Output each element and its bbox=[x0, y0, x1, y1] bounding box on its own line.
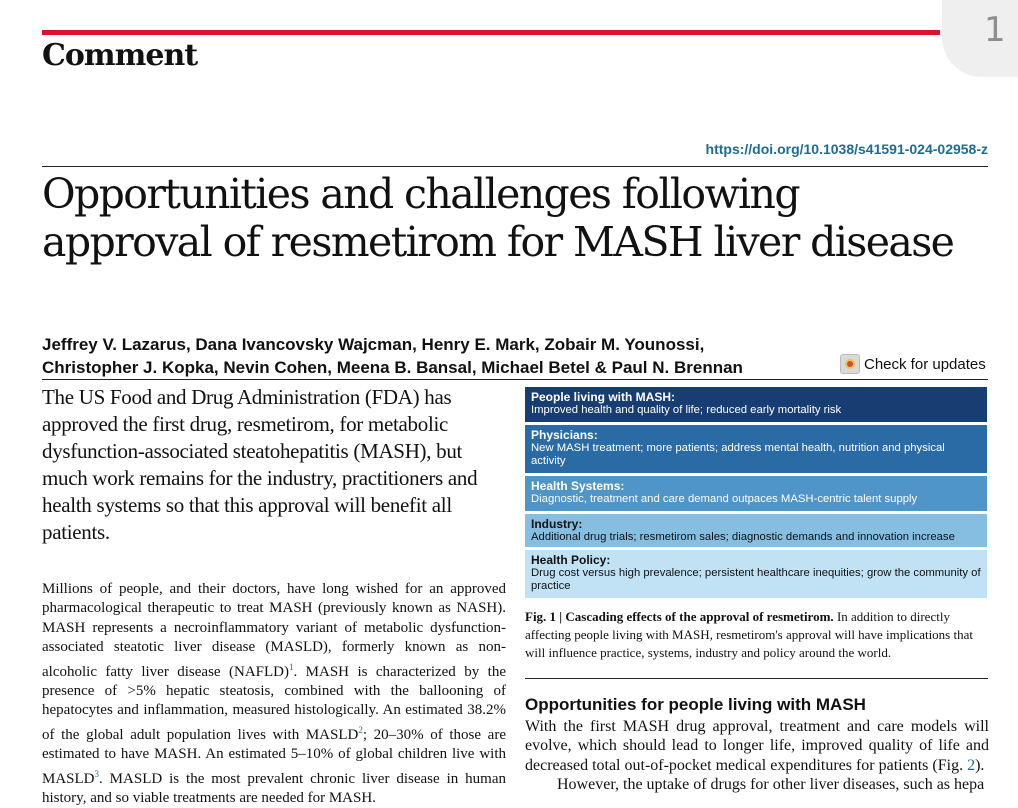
body-paragraph-part: . MASH is characterized by the presence of >5% hepatic steatosis, combined with the ballooning of hepatocytes and inflammation, measured histologically. An estimated 38.2% of the global adult population lives with MASLD bbox=[42, 663, 506, 743]
header-accent-rule bbox=[42, 30, 940, 35]
authors-bottom-rule bbox=[42, 379, 988, 380]
body-text-right bbox=[525, 717, 989, 795]
section-heading: Opportunities for people living with MASH bbox=[525, 695, 866, 714]
check-for-updates-label: Check for updates bbox=[864, 355, 986, 373]
figure-caption-label: Fig. 1 | Cascading effects of the approval of resmetirom. bbox=[525, 609, 834, 624]
figure-row-text: Diagnostic, treatment and care demand outpaces MASH-centric talent supply bbox=[531, 493, 918, 505]
article-title bbox=[42, 170, 1002, 266]
reference-link-3[interactable]: 3 bbox=[94, 768, 100, 779]
check-for-updates-button[interactable] bbox=[840, 354, 986, 374]
figure-row-people bbox=[525, 387, 987, 422]
figure-row-text: Additional drug trials; resmetirom sales; diagnostic demands and innovation increase bbox=[531, 531, 955, 543]
page-tab bbox=[942, 0, 1018, 77]
figure-1-cascade-diagram bbox=[525, 387, 987, 601]
body-text-left bbox=[42, 580, 506, 808]
figure-row-physicians bbox=[525, 425, 987, 473]
reference-link-1[interactable]: 1 bbox=[288, 661, 294, 672]
page-number: 1 bbox=[984, 10, 1006, 50]
standfirst: The US Food and Drug Administration (FDA) has approved the first drug, resmetirom, for metabolic dysfunction-associated steatohepatitis (MASH), but much work remains for the industry, practitioners and health systems so that this approval will benefit all patients. bbox=[42, 385, 478, 544]
figure-bottom-rule bbox=[525, 678, 988, 679]
authors-line-2: Christopher J. Kopka, Nevin Cohen, Meena B. Bansal, Michael Betel & Paul N. Brennan bbox=[42, 358, 743, 377]
section-label: Comment bbox=[42, 38, 198, 73]
figure-row-title: People living with MASH: bbox=[531, 390, 676, 404]
figure-row-text: Drug cost versus high prevalence; persistent healthcare inequities; grow the community of practice bbox=[531, 567, 981, 592]
figure-row-title: Industry: bbox=[531, 517, 583, 531]
doi-link[interactable]: https://doi.org/10.1038/s41591-024-02958-z bbox=[705, 141, 988, 157]
figure-caption bbox=[525, 608, 985, 662]
figure-row-title: Health Systems: bbox=[531, 479, 625, 493]
check-for-updates-icon bbox=[840, 354, 860, 374]
reference-link-2[interactable]: 2 bbox=[358, 724, 363, 735]
authors-line-1: Jeffrey V. Lazarus, Dana Ivancovsky Wajcman, Henry E. Mark, Zobair M. Younossi, bbox=[42, 335, 705, 354]
figure-row-text: Improved health and quality of life; reduced early mortality risk bbox=[531, 404, 842, 416]
figure-row-industry bbox=[525, 514, 987, 547]
title-line-2: approval of resmetirom for MASH liver disease bbox=[42, 218, 954, 266]
figure-row-title: Physicians: bbox=[531, 428, 598, 442]
body-paragraph-part: ). bbox=[975, 756, 985, 774]
figure-row-text: New MASH treatment; more patients; address mental health, nutrition and physical activity bbox=[531, 442, 945, 467]
body-paragraph-part: . MASLD is the most prevalent chronic liver disease in human history, and so viable treatments are needed for MASH. bbox=[42, 770, 506, 807]
figure-row-health-policy bbox=[525, 550, 987, 598]
author-list bbox=[42, 333, 842, 379]
figure-row-title: Health Policy: bbox=[531, 553, 611, 567]
figure-row-health-systems bbox=[525, 476, 987, 511]
body-paragraph-part: However, the uptake of drugs for other liver diseases, such as hepa bbox=[557, 776, 985, 794]
body-paragraph-part: ; 20–30% of those are estimated to have MASH. An estimated 5–10% of global children live with MASLD bbox=[42, 726, 506, 787]
body-paragraph-part: With the first MASH drug approval, treatment and care models will evolve, which should lead to longer life, improved quality of life and decreased total out-of-pocket medical expenditures for patients (Fig. bbox=[525, 718, 989, 774]
figure-caption-text: In addition to directly affecting people living with MASH, resmetirom's approval will have implications that will influence practice, systems, industry and policy around the world. bbox=[525, 609, 973, 660]
body-paragraph-part: Millions of people, and their doctors, have long wished for an approved pharmacological therapeutic to treat MASH (previously known as NASH). MASH represents a necroinflammatory variant of metabolic dysfunction-associated steatotic liver disease (MASLD), formerly known as non-alcoholic fatty liver disease (NAFLD) bbox=[42, 581, 506, 680]
title-top-rule bbox=[42, 166, 988, 167]
title-line-1: Opportunities and challenges following bbox=[42, 170, 799, 218]
figure-reference-link[interactable]: 2 bbox=[967, 756, 976, 774]
